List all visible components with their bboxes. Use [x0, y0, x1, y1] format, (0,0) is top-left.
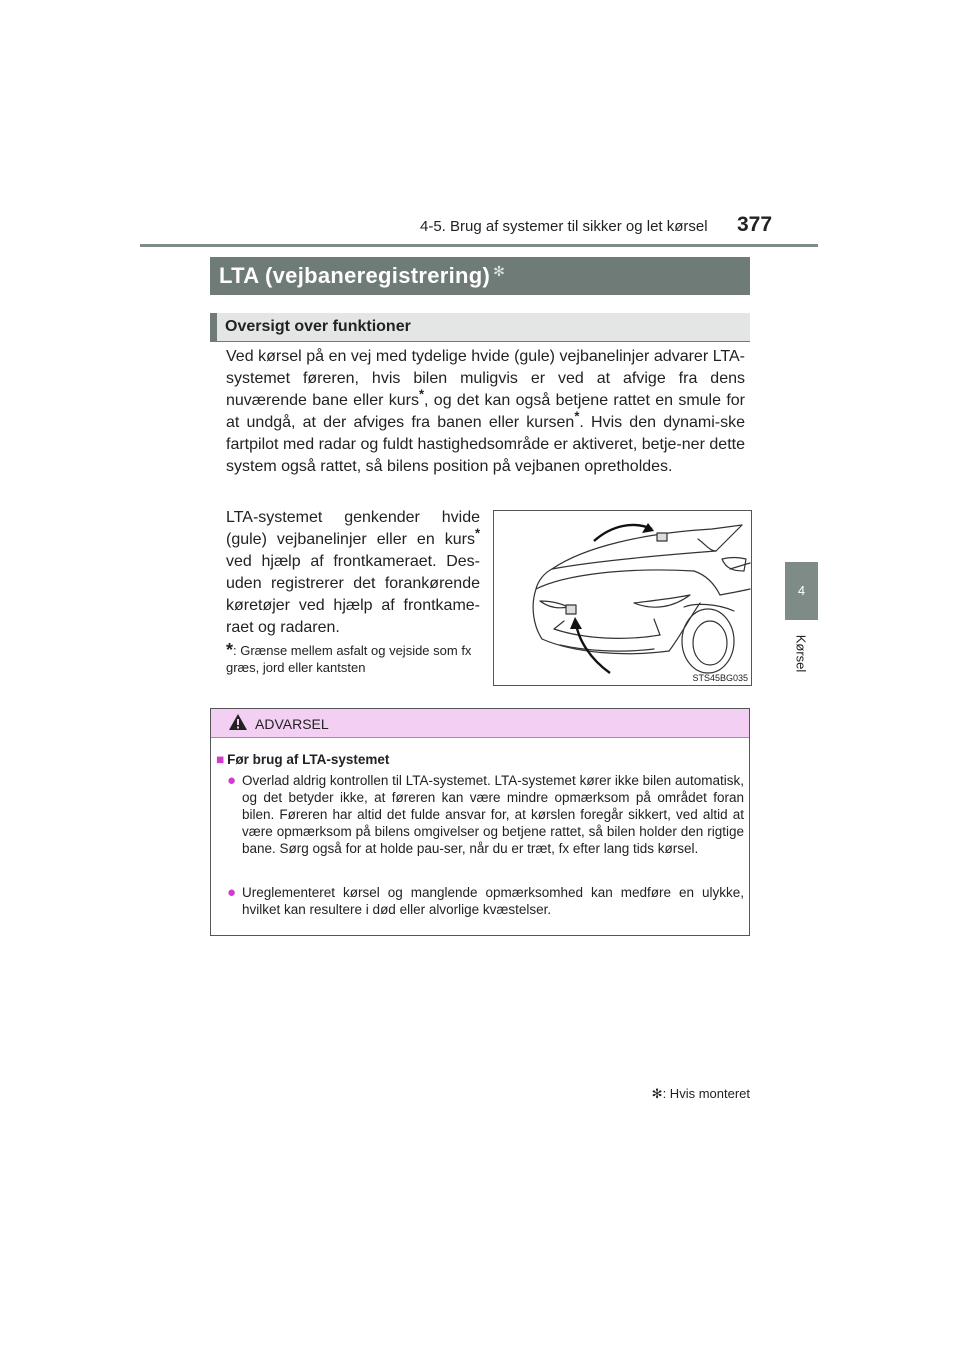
subsection-title: Oversigt over funktioner	[225, 318, 411, 335]
subsection-marker	[210, 313, 217, 341]
bullet-dot: ●	[227, 884, 237, 901]
section-title: LTA (vejbaneregistrering)	[219, 263, 491, 288]
camera-paragraph	[226, 507, 480, 639]
heading-square-marker: ■	[216, 752, 225, 767]
warning-heading-text: Før brug af LTA-systemet	[227, 752, 390, 767]
warning-heading	[216, 752, 389, 767]
asterisk-mark: *	[474, 525, 480, 541]
figure-code: STS45BG035	[692, 673, 748, 683]
header-section-title: 4-5. Brug af systemer til sikker og let kørsel	[420, 218, 708, 235]
footnote	[226, 642, 480, 676]
warning-title: ADVARSEL	[255, 716, 329, 732]
car-illustration	[493, 510, 752, 686]
warning-box	[210, 708, 750, 936]
camera-text-2: ved hjælp af frontkameraet. Des-uden registrerer det forankørende køretøjer ved hjælp af frontkame-raet og radaren.	[226, 553, 480, 636]
chapter-tab-label	[784, 628, 818, 678]
asterisk-mark: *	[418, 386, 425, 402]
warning-bullet-text: Ureglementeret kørsel og manglende opmærksomhed kan medføre en ulykke, hvilket kan resultere i død eller alvorlige kvæstelser.	[242, 885, 744, 917]
header-rule	[140, 244, 818, 247]
intro-text-1: Ved kørsel på en vej med tydelige hvide (gule) vejbanelinjer advarer LTA-systemet føreren, hvis bilen muligvis er ved at afvige fra dens nuværende bane eller kurs	[226, 348, 745, 409]
intro-text-3: . Hvis den dynami-ske fartpilot med radar og fuldt hastighedsområde er aktiveret, betje-ner dette system også rattet, så bilens position på vejbanen opretholdes.	[226, 414, 745, 475]
warning-bullet	[227, 884, 744, 918]
camera-text-1: LTA-systemet genkender hvide (gule) vejbanelinjer eller en kurs	[226, 509, 480, 548]
subsection-title-bar	[210, 313, 750, 342]
page-number: 377	[737, 213, 773, 236]
footnote-star: *	[226, 640, 234, 660]
bottom-footnote-text: : Hvis monteret	[662, 1086, 750, 1101]
chapter-label-text: Kørsel	[793, 634, 809, 672]
warning-bullet-text: Overlad aldrig kontrollen til LTA-systemet. LTA-systemet kører ikke bilen automatisk, og det betyder ikke, at føreren kan være mindre opmærksom på området foran bilen. Føreren har altid det fulde ansvar for, at kørslen foregår sikkert, ved altid at være opmærksom på bilens omgivelser og betjene rattet, så bilen holder den rigtige bane. Sørg også for at holde pau-ser, når du er træt, fx efter lang tids kørsel.	[242, 773, 744, 856]
footnote-text: : Grænse mellem asfalt og vejside som fx græs, jord eller kantsten	[226, 643, 472, 675]
title-star-marker: ✻	[493, 263, 505, 279]
warning-header	[211, 709, 749, 738]
bottom-footnote-star: ✻	[651, 1086, 663, 1101]
chapter-tab: 4	[785, 562, 818, 620]
intro-text-2: , og det kan også betjene rattet en smule for at undgå, at der afviges fra banen eller kursen	[226, 392, 745, 431]
bullet-dot: ●	[227, 772, 237, 789]
car-drawing	[494, 511, 751, 685]
asterisk-mark: *	[574, 408, 580, 424]
warning-triangle-icon	[228, 713, 248, 731]
warning-bullet	[227, 772, 744, 857]
section-title-bar	[210, 257, 750, 295]
intro-paragraph	[226, 346, 745, 478]
bottom-footnote	[628, 1086, 750, 1102]
